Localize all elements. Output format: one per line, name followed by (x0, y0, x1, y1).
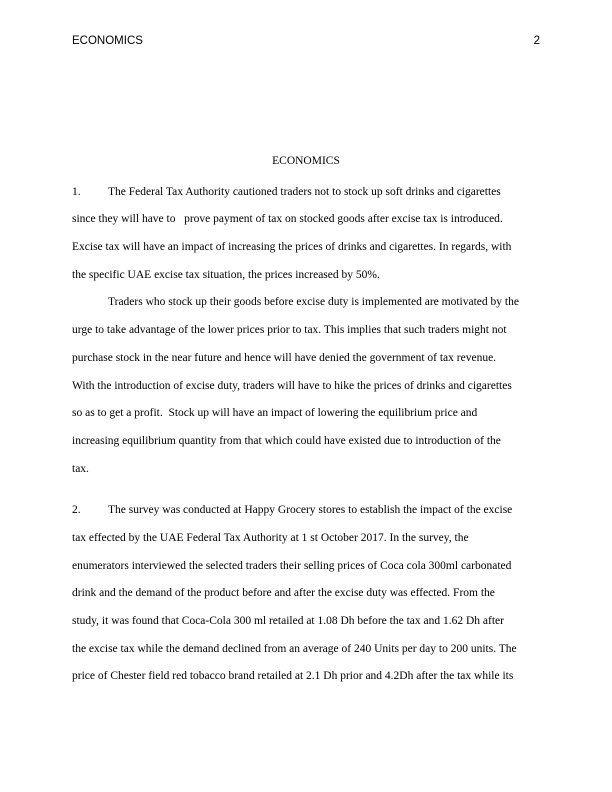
paragraph-line: With the introduction of excise duty, traders will have to hike the prices of drinks and cigarettes (72, 379, 512, 392)
paragraph-line: price of Chester field red tobacco brand retailed at 2.1 Dh prior and 4.2Dh after the tax while its (72, 670, 514, 683)
paragraph-line: drink and the demand of the product before and after the excise duty was effected. From the (72, 587, 495, 600)
section-1-paragraph-1 (72, 179, 540, 290)
section-1-paragraph-2 (72, 289, 540, 483)
section-number: 2. (72, 504, 81, 517)
paragraph-line: enumerators interviewed the selected traders their selling prices of Coca cola 300ml carbonated (72, 559, 512, 572)
paragraph-line: so as to get a profit. Stock up will have an impact of lowering the equilibrium price and (72, 407, 478, 420)
paragraph-line: increasing equilibrium quantity from that which could have existed due to introduction of the (72, 434, 501, 447)
paragraph-line: urge to take advantage of the lower prices prior to tax. This implies that such traders might not (72, 324, 507, 337)
header-title: ECONOMICS (72, 35, 143, 47)
paragraph-line: the excise tax while the demand declined from an average of 240 Units per day to 200 units. The (72, 642, 517, 655)
paragraph-line: since they will have to prove payment of tax on stocked goods after excise tax is introduced. (72, 213, 503, 226)
section-number: 1. (72, 185, 81, 198)
paragraph-line: tax effected by the UAE Federal Tax Authority at 1 st October 2017. In the survey, the (72, 531, 469, 544)
paragraph-line: Excise tax will have an impact of increasing the prices of drinks and cigarettes. In regards, with (72, 241, 512, 254)
paragraph-line: 2. The survey was conducted at Happy Grocery stores to establish the impact of the excise (72, 497, 540, 525)
document-body (72, 151, 540, 691)
paragraph-line: purchase stock in the near future and hence will have denied the government of tax revenue. (72, 351, 497, 364)
paragraph-line: study, it was found that Coca-Cola 300 ml retailed at 1.08 Dh before the tax and 1.62 Dh after (72, 615, 504, 627)
page-number: 2 (533, 35, 540, 47)
paragraph-line: tax. (72, 462, 89, 475)
running-header (72, 35, 540, 51)
section-2-paragraph (72, 497, 540, 691)
document-title: ECONOMICS (272, 155, 340, 167)
paragraph-line: 1. The Federal Tax Authority cautioned traders not to stock up soft drinks and cigarettes (72, 179, 540, 207)
paragraph-line: the specific UAE excise tax situation, the prices increased by 50%. (72, 268, 380, 281)
paragraph-line: Traders who stock up their goods before excise duty is implemented are motivated by the (108, 296, 519, 309)
